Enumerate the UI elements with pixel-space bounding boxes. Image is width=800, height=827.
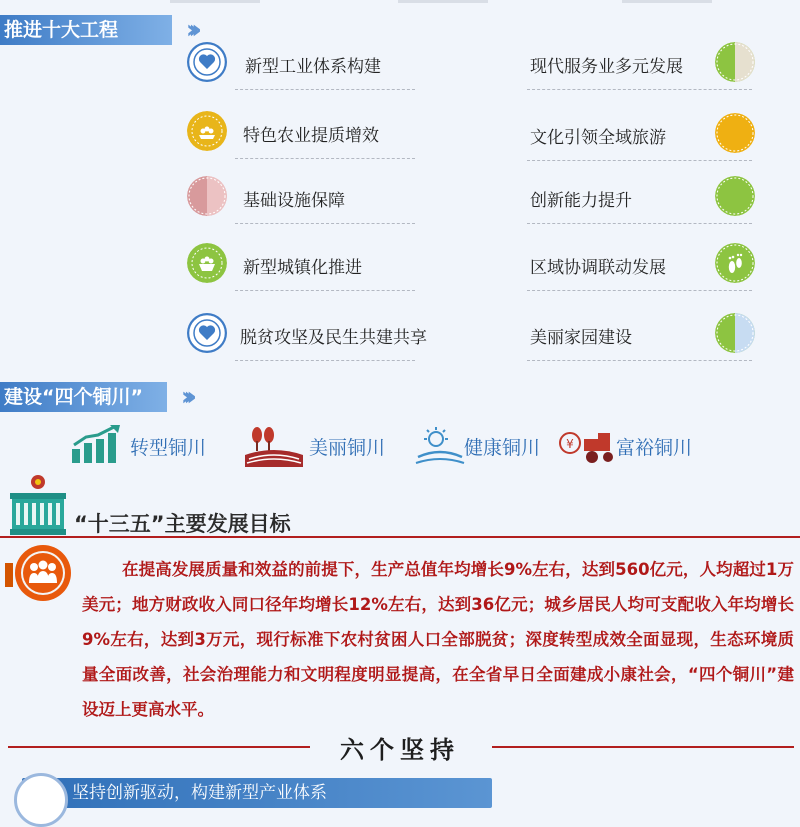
government-building-icon xyxy=(10,473,66,535)
circle-icon xyxy=(715,176,755,216)
tractor-icon xyxy=(558,427,618,467)
bottom-item-label: 坚持创新驱动，构建新型产业体系 xyxy=(72,783,327,803)
project-label: 新型工业体系构建 xyxy=(245,57,381,77)
top-divider-mid xyxy=(398,0,488,3)
dashed-divider xyxy=(527,290,752,291)
heart-icon xyxy=(187,313,227,353)
dashed-divider xyxy=(235,223,415,224)
goals-divider xyxy=(0,536,800,538)
project-label: 脱贫攻坚及民生共建共享 xyxy=(240,328,427,348)
project-item-left-1 xyxy=(185,34,420,94)
bar-chart-icon xyxy=(70,425,124,465)
project-label: 文化引领全域旅游 xyxy=(530,128,666,148)
half-circle-icon xyxy=(715,313,755,353)
sun-house-icon xyxy=(414,425,466,469)
four-item-wealthy xyxy=(558,425,718,475)
four-label: 富裕铜川 xyxy=(616,437,693,459)
four-item-transform xyxy=(70,425,220,475)
dashed-divider xyxy=(527,223,752,224)
project-label: 区域协调联动发展 xyxy=(530,258,666,278)
people-group-icon xyxy=(5,545,75,605)
top-divider-right xyxy=(622,0,712,3)
basket-icon xyxy=(187,243,227,283)
half-circle-icon xyxy=(715,42,755,82)
svg-text:¥: ¥ xyxy=(566,437,574,451)
project-item-right-2 xyxy=(527,105,762,165)
top-divider-left xyxy=(170,0,260,3)
six-title: 六个坚持 xyxy=(340,736,460,764)
dashed-divider xyxy=(235,158,415,159)
project-item-right-4 xyxy=(527,235,762,295)
dashed-divider xyxy=(527,89,752,90)
project-item-right-3 xyxy=(527,168,762,228)
four-item-healthy xyxy=(414,425,574,475)
project-label: 特色农业提质增效 xyxy=(243,126,379,146)
circle-badge-icon xyxy=(14,773,68,827)
four-label: 转型铜川 xyxy=(130,437,207,459)
dashed-divider xyxy=(527,360,752,361)
chevron-right-icon: ››› xyxy=(180,382,189,412)
project-item-left-5 xyxy=(185,305,427,365)
project-item-left-2 xyxy=(185,103,420,163)
trees-icon xyxy=(245,425,303,467)
project-label: 新型城镇化推进 xyxy=(243,258,362,278)
project-item-right-5 xyxy=(527,305,762,365)
dashed-divider xyxy=(235,89,415,90)
heart-icon xyxy=(187,42,227,82)
project-label: 美丽家园建设 xyxy=(530,328,632,348)
four-item-beautiful xyxy=(245,425,405,475)
project-item-left-3 xyxy=(185,168,420,228)
project-item-left-4 xyxy=(185,235,420,295)
goals-title: “十三五”主要发展目标 xyxy=(74,512,291,536)
project-item-right-1 xyxy=(527,34,762,94)
goals-paragraph: 在提高发展质量和效益的前提下，生产总值年均增长9%左右，达到560亿元，人均超过1万美元；地方财政收入同口径年均增长12%左右，达到36亿元；城乡居民人均可支配收入年均增长9%左右，达到3万元，现行标准下农村贫困人口全部脱贫；深度转型成效全面显现，生态环境质量全面改善，社会治理能力和文明程度明显提高，在全省早日全面建成小康社会，“四个铜川”建设迈上更高水平。 xyxy=(82,560,794,719)
chevron-right-icon: ››› xyxy=(185,15,194,45)
section-title: 建设“四个铜川” xyxy=(4,386,143,408)
dashed-divider xyxy=(235,360,415,361)
four-label: 健康铜川 xyxy=(464,437,541,459)
project-label: 创新能力提升 xyxy=(530,191,632,211)
project-label: 现代服务业多元发展 xyxy=(530,57,683,77)
section-banner-four-tongchuan xyxy=(0,382,189,412)
circle-icon xyxy=(715,113,755,153)
four-label: 美丽铜川 xyxy=(309,437,386,459)
dashed-divider xyxy=(527,160,752,161)
section-title: 推进十大工程 xyxy=(4,19,119,41)
dashed-divider xyxy=(235,290,415,291)
section-banner-ten-projects xyxy=(0,15,194,45)
harvest-icon xyxy=(187,111,227,151)
footprint-icon xyxy=(715,243,755,283)
bottom-item-bar xyxy=(22,778,492,808)
project-label: 基础设施保障 xyxy=(243,191,345,211)
half-circle-icon xyxy=(187,176,227,216)
